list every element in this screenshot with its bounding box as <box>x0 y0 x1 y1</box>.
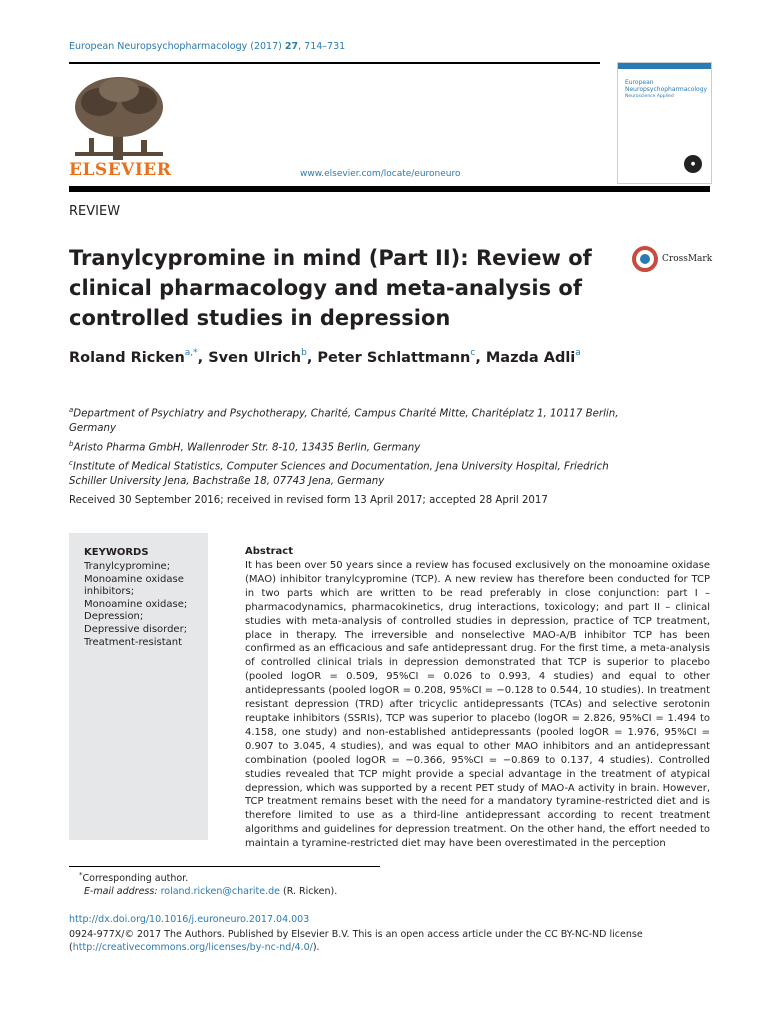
keyword-item: Depression; <box>84 611 144 623</box>
affiliation-marker: a <box>69 406 74 414</box>
affiliation-item <box>69 437 629 456</box>
keyword-item: Monoamine oxidase inhibitors; <box>84 573 184 598</box>
abstract-heading: Abstract <box>245 546 294 557</box>
corresponding-marker: * <box>79 871 83 879</box>
author-affiliation-link[interactable]: c <box>470 348 476 358</box>
journal-pages: , 714–731 <box>298 41 346 52</box>
affiliation-text: Department of Psychiatry and Psychotherapy, Charité, Campus Charité Mitte, Charitéplatz 1, 10117 Berlin, Germany <box>69 408 619 434</box>
license-text <box>69 928 729 954</box>
keywords-list <box>84 561 202 649</box>
author-name: Mazda Adli <box>485 350 576 366</box>
affiliation-item <box>69 456 629 490</box>
keyword-item: Tranylcypromine; <box>84 561 171 572</box>
received-dates: Received 30 September 2016; received in revised form 13 April 2017; accepted 28 April 2017 <box>69 495 548 506</box>
journal-citation[interactable] <box>69 41 345 52</box>
abstract-text: It has been over 50 years since a review has focused exclusively on the monoamine oxidase (MAO) inhibitor tranylcypromine (TCP). A new review has therefore been conducted for TCP in two parts which are written to be read preferably in close conjunction: part I – pharmacodynamics, pharmacokinetics, drug interactions, toxicology; and part II – clinical studies with meta-analysis of controlled studies in depression, practice of TCP treatment, place in therapy. The irreversible and nonselective MAO-A/B inhibitor TCP has been confirmed as an efficacious and safe antidepressant drug. For the first time, a meta-analysis of controlled clinical trials in depression demonstrated that TCP is superior to placebo (pooled logOR = 0.509, 95%CI = 0.026 to 0.993, 4 studies) and equal to other antidepressants (pooled logOR = 0.208, 95%CI = −0.128 to 0.544, 10 studies). In treatment resistant depression (TRD) after tricyclic antidepressants (TCAs) and selective serotonin reuptake inhibitors (SSRIs), TCP was superior to placebo (logOR = 2.826, 95%CI = 1.494 to 4.158, one study) and non-established antidepressants (pooled logOR = 1.976, 95%CI = 0.907 to 3.045, 4 studies), and was equal to other MAO inhibitors and an antidepressant combination (pooled logOR = −0.366, 95%CI = −0.869 to 0.137, 4 studies). Controlled studies revealed that TCP might provide a special advantage in the treatment of atypical depression, which was supported by a recent PET study of MAO-A activity in brain. However, TCP treatment remains beset with the need for a mandatory tyramine-restricted diet and is therefore limited to use as a third-line antidepressant according to recent treatment algorithms and guidelines for depression treatment. On the other hand, the effort needed to maintain a tyramine-restricted diet may have been overestimated in the perception <box>245 560 710 850</box>
journal-cover-image <box>617 62 712 184</box>
license-link[interactable]: http://creativecommons.org/licenses/by-nc-nd/4.0/ <box>72 942 313 953</box>
crossmark-label: CrossMark <box>662 254 713 264</box>
keyword-item: Monoamine oxidase; <box>84 598 188 610</box>
email-line <box>84 886 337 897</box>
header-rule-bottom <box>69 186 710 192</box>
footnote-rule <box>69 866 380 867</box>
cover-title: European Neuropsychopharmacology <box>625 79 708 93</box>
email-label: E-mail address: <box>84 886 161 897</box>
author-name: Roland Ricken <box>69 350 185 366</box>
corresponding-note <box>79 871 188 884</box>
crossmark-badge[interactable] <box>632 246 712 272</box>
affiliations <box>69 403 629 489</box>
doi-link[interactable]: http://dx.doi.org/10.1016/j.euroneuro.2017.04.003 <box>69 914 310 925</box>
article-title: Tranylcypromine in mind (Part II): Review of clinical pharmacology and meta-analysis of controlled studies in depression <box>69 246 592 330</box>
affiliation-text: Institute of Medical Statistics, Computer Sciences and Documentation, Jena University Hospital, Friedrich Schiller University Jena, Bachstraße 18, 07743 Jena, Germany <box>69 460 609 487</box>
email-suffix: (R. Ricken). <box>279 886 338 897</box>
journal-volume: 27 <box>284 41 299 52</box>
author-affiliation-link[interactable]: a <box>575 348 581 358</box>
journal-url-link[interactable]: www.elsevier.com/locate/euroneuro <box>300 169 461 179</box>
cover-subtitle: Neuroscience Applied <box>625 94 674 99</box>
author-affiliation-link[interactable]: a,* <box>184 348 198 358</box>
license-suffix: ). <box>312 942 320 953</box>
article-type: REVIEW <box>69 204 121 219</box>
affiliation-item <box>69 403 629 437</box>
header-rule-top <box>69 62 600 64</box>
publisher-logo-text: ELSEVIER <box>69 160 172 180</box>
cover-band <box>618 63 711 69</box>
author-affiliation-link[interactable]: b <box>301 348 307 358</box>
affiliation-text: Aristo Pharma GmbH, Wallenroder Str. 8-10, 13435 Berlin, Germany <box>73 441 421 453</box>
cover-badge-icon: ● <box>684 155 702 173</box>
keywords-heading: KEYWORDS <box>84 547 149 558</box>
affiliation-marker: b <box>69 439 74 448</box>
license-prefix: 0924-977X/© 2017 The Authors. Published by Elsevier B.V. This is an open access article under the CC BY-NC-ND license ( <box>69 929 643 953</box>
keyword-item: Treatment-resistant <box>84 636 183 648</box>
author-list: Roland Ricken$^{a,*}$, Sven Ulrich$^b$, Peter Schlattmann$^c$, Mazda Adli$^a$ <box>69 348 581 366</box>
crossmark-icon <box>632 246 658 272</box>
author-name: Peter Schlattmann <box>317 350 471 366</box>
author-name: Sven Ulrich <box>208 350 302 366</box>
journal-name: European Neuropsychopharmacology (2017) <box>69 41 285 52</box>
keyword-item: Depressive disorder; <box>84 623 188 635</box>
affiliation-marker: c <box>69 458 73 467</box>
email-link[interactable]: roland.ricken@charite.de <box>160 886 280 897</box>
corresponding-text: Corresponding author. <box>82 873 189 885</box>
